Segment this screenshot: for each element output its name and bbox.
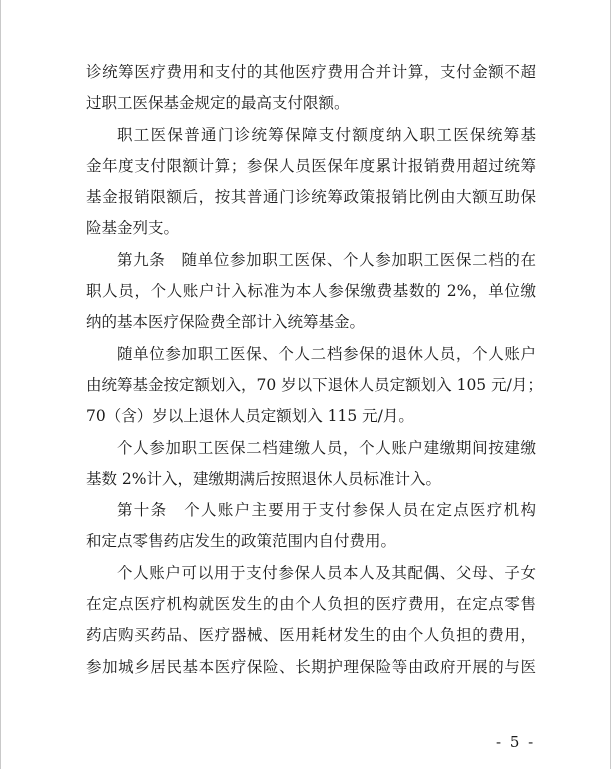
text-line: 和定点零售药店发生的政策范围内自付费用。 <box>86 532 397 551</box>
text-line: 个人账户可以用于支付参保人员本人及其配偶、父母、子女 <box>117 563 536 582</box>
text-line: 随单位参加职工医保、个人二档参保的退休人员，个人账户 <box>117 344 536 363</box>
text-line: 药店购买药品、医疗器械、医用耗材发生的由个人负担的费用， <box>86 626 536 645</box>
text-line: 由统筹基金按定额划入，70 岁以下退休人员定额划入 105 元/月； <box>86 375 543 394</box>
text-line: 金年度支付限额计算；参保人员医保年度累计报销费用超过统筹 <box>86 156 536 175</box>
text-line: 70（含）岁以上退休人员定额划入 115 元/月。 <box>86 407 414 426</box>
text-line: 个人参加职工医保二档建缴人员，个人账户建缴期间按建缴 <box>117 438 536 457</box>
text-line: 过职工医保基金规定的最高支付限额。 <box>86 94 350 113</box>
text-line: 在定点医疗机构就医发生的由个人负担的医疗费用，在定点零售 <box>86 595 536 614</box>
text-line: 职人员，个人账户计入标准为本人参保缴费基数的 2%，单位缴 <box>86 282 536 301</box>
page-left-border <box>0 0 1 769</box>
text-line: 险基金列支。 <box>86 219 180 238</box>
text-line: 基数 2%计入，建缴期满后按照退休人员标准计入。 <box>86 469 442 488</box>
text-line: 基金报销限额后，按其普通门诊统筹政策报销比例由大额互助保 <box>86 188 536 207</box>
text-line: 诊统筹医疗费用和支付的其他医疗费用合并计算，支付金额不超 <box>86 63 536 81</box>
text-line: 第九条 随单位参加职工医保、个人参加职工医保二档的在 <box>117 250 536 269</box>
body-text <box>86 57 543 683</box>
text-line: 参加城乡居民基本医疗保险、长期护理保险等由政府开展的与医 <box>86 657 536 676</box>
text-line: 职工医保普通门诊统筹保障支付额度纳入职工医保统筹基 <box>117 125 536 144</box>
text-line: 纳的基本医疗保险费全部计入统筹基金。 <box>86 313 366 332</box>
text-line: 第十条 个人账户主要用于支付参保人员在定点医疗机构 <box>117 501 536 520</box>
page-number: - 5 - <box>496 733 536 751</box>
